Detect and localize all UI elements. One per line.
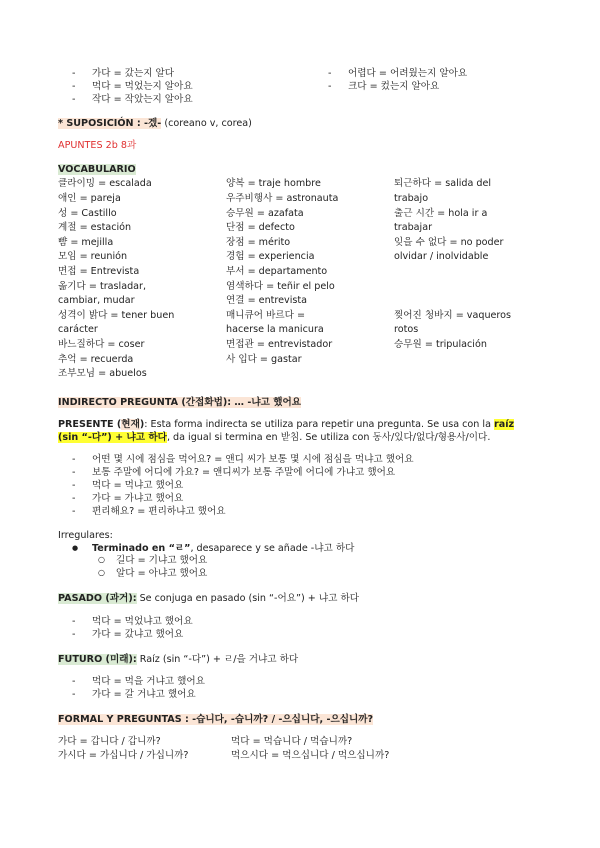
- vocab-entry: 염색하다 = teñir el pelo: [226, 280, 335, 292]
- document-page: [58, 68, 548, 762]
- vocab-entry: carácter: [58, 324, 98, 336]
- list-item: - 먹다 = 먹었는지 알아요: [58, 81, 314, 94]
- vocab-entry: 성 = Castillo: [58, 207, 117, 219]
- vocab-entry: 바느질하다 = coser: [58, 338, 145, 350]
- formal-cell: 먹으시다 = 먹으십니다 / 먹으십니까?: [231, 749, 390, 761]
- vocab-entry: 사 입다 = gastar: [226, 353, 302, 365]
- list-item: - 작다 = 작았는지 알아요: [58, 94, 314, 107]
- vocab-column-1: [58, 178, 226, 382]
- top-list-left: [58, 68, 314, 107]
- vocab-entry: 찢어진 청바지 = vaqueros: [394, 309, 512, 321]
- vocab-entry: 매니큐어 바르다 =: [226, 309, 306, 321]
- top-list: [58, 68, 548, 107]
- vocab-entry: [394, 295, 511, 310]
- vocab-entry: 조부모님 = abuelos: [58, 368, 147, 380]
- vocab-entry: 퇴근하다 = salida del: [394, 178, 492, 190]
- vocab-entry: [394, 281, 511, 296]
- pasado-section: PASADO (과거): Se conjuga en pasado (sin “-어요”) + 냐고 하다 - 먹다 = 먹었냐고 했어요 - 가다 = 갔냐고 했어요: [58, 593, 548, 641]
- list-item: - 어렵다 = 어려웠는지 알아요: [314, 68, 467, 81]
- list-item: ○ 길다 = 기냐고 했어요: [58, 555, 548, 568]
- irregulares-bullets: [58, 543, 548, 555]
- raiz-highlight: raíz: [494, 419, 515, 431]
- vocab-entry: 승무원 = azafata: [226, 207, 304, 219]
- list-item: ○ 알다 = 아냐고 했어요: [58, 568, 548, 581]
- vocab-entry: 옮기다 = trasladar,: [58, 280, 147, 292]
- formal-cell: 먹다 = 먹습니다 / 먹습니까?: [231, 736, 353, 748]
- vocab-entry: 애인 = pareja: [58, 193, 121, 204]
- list-item: - 보통 주말에 어디에 가요? = 앤디씨가 보통 주말에 어디에 가냐고 했어요: [58, 467, 548, 480]
- vocab-entry: 뺨 = mejilla: [58, 236, 114, 248]
- vocab-entry: 장점 = mérito: [226, 236, 291, 248]
- vocab-column-2: [226, 178, 394, 382]
- vocab-entry: hacerse la manicura: [226, 324, 324, 336]
- irregulares-section: [58, 530, 548, 581]
- vocab-entry: 출근 시간 = hola ir a: [394, 207, 488, 219]
- formal-section: [58, 714, 548, 762]
- vocab-entry: 성격이 밝다 = tener buen: [58, 309, 175, 321]
- formal-cell: 가시다 = 가십니다 / 가십니까?: [58, 749, 189, 761]
- vocab-entry: 승무원 = tripulación: [394, 338, 487, 350]
- list-item: - 가다 = 갔는지 알다: [58, 68, 314, 81]
- vocab-entry: cambiar, mudar: [58, 295, 135, 307]
- vocab-entry: 단점 = defecto: [226, 222, 295, 234]
- vocab-entry: trabajar: [394, 222, 433, 234]
- suposicion-note: (coreano v, corea): [161, 118, 252, 129]
- vocab-entry: 잊을 수 없다 = no poder: [394, 236, 504, 248]
- list-item: - 먹다 = 먹냐고 했어요: [58, 480, 548, 493]
- presente-paragraph: PRESENTE (현재): Esta forma indirecta se utiliza para repetir una pregunta. Se usa con la raíz (sin “-다”) + 냐고 하다, da igual si termina en 받침. Se utiliza con 동사/있다/없다/형용사/이다. - 어떤 몇 시에 점심을 먹어요? = 앤디 씨가 보통 몇 시에 점심을 먹냐고 했어요 - 보통 주말에 어디에 가요? = 앤디씨가 보통 주말에 어디에 가냐고 했어요 - 먹다 = 먹냐고 했어요 - 가다 = 가냐고 했어요 - 편리해요? = 편리하냐고 했어요: [58, 419, 548, 519]
- vocab-entry: 계절 = estación: [58, 222, 132, 234]
- indirecto-heading: INDIRECTO PREGUNTA (간접화법): … -냐고 했어요: [58, 396, 302, 408]
- suposicion-line: [58, 118, 548, 130]
- list-item: - 먹다 = 먹었냐고 했어요: [58, 616, 548, 629]
- list-item: ● Terminado en “ㄹ”, desaparece y se añade -냐고 하다: [58, 543, 548, 555]
- list-item: - 어떤 몇 시에 점심을 먹어요? = 앤디 씨가 보통 몇 시에 점심을 먹냐고 했어요: [58, 454, 548, 467]
- vocab-entry: 연결 = entrevista: [226, 295, 308, 307]
- vocab-entry: 우주비행사 = astronauta: [226, 193, 339, 204]
- list-item: - 편리해요? = 편리하냐고 했어요: [58, 506, 548, 519]
- list-item: - 가다 = 가냐고 했어요: [58, 493, 548, 506]
- vocabulario-heading: VOCABULARIO: [58, 163, 136, 175]
- vocab-entry: olvidar / inolvidable: [394, 251, 489, 263]
- list-item: - 먹다 = 먹을 거냐고 했어요: [58, 676, 548, 689]
- futuro-examples: [58, 676, 548, 702]
- presente-label: PRESENTE (현재): [58, 419, 145, 431]
- list-item: - 가다 = 갔냐고 했어요: [58, 629, 548, 642]
- vocab-entry: 모임 = reunión: [58, 251, 128, 263]
- formal-table: [58, 736, 548, 762]
- vocab-entry: 클라이밍 = escalada: [58, 178, 152, 190]
- pasado-examples: [58, 616, 548, 642]
- top-list-right: [314, 68, 467, 94]
- vocab-entry: 경험 = experiencia: [226, 251, 315, 263]
- formal-heading: FORMAL Y PREGUNTAS : -습니다, -습니까? / -으십니다, -으십니까?: [58, 714, 374, 725]
- vocabulario-grid: [58, 178, 548, 382]
- vocab-entry: rotos: [394, 324, 419, 336]
- irregulares-examples: [58, 555, 548, 581]
- suposicion-label: * SUPOSICIÓN : -겠-: [58, 118, 162, 129]
- raiz-rule-highlight: (sin “-다”) + 냐고 하다: [58, 431, 167, 443]
- vocab-entry: [394, 266, 511, 281]
- vocab-entry: 부서 = departamento: [226, 265, 328, 277]
- futuro-section: FUTURO (미래): Raíz (sin “-다”) + ㄹ/을 거냐고 하다 - 먹다 = 먹을 거냐고 했어요 - 가다 = 갈 거냐고 했어요: [58, 654, 548, 702]
- vocab-column-3: [394, 178, 511, 382]
- vocab-entry: 면접관 = entrevistador: [226, 338, 333, 350]
- vocab-entry: 면접 = Entrevista: [58, 265, 140, 277]
- formal-cell: 가다 = 갑니다 / 갑니까?: [58, 736, 161, 748]
- vocab-entry: trabajo: [394, 193, 429, 204]
- vocab-entry: 양복 = traje hombre: [226, 178, 321, 190]
- vocab-entry: 추억 = recuerda: [58, 353, 134, 365]
- presente-examples: [58, 454, 548, 519]
- apuntes-title: APUNTES 2b 8과: [58, 140, 137, 152]
- irregulares-heading: Irregulares:: [58, 530, 113, 542]
- list-item: - 크다 = 컸는지 알아요: [314, 81, 467, 94]
- vocabulario-section: [58, 164, 548, 383]
- pasado-label: PASADO (과거):: [58, 593, 137, 605]
- list-item: - 가다 = 갈 거냐고 했어요: [58, 689, 548, 702]
- futuro-label: FUTURO (미래):: [58, 653, 137, 665]
